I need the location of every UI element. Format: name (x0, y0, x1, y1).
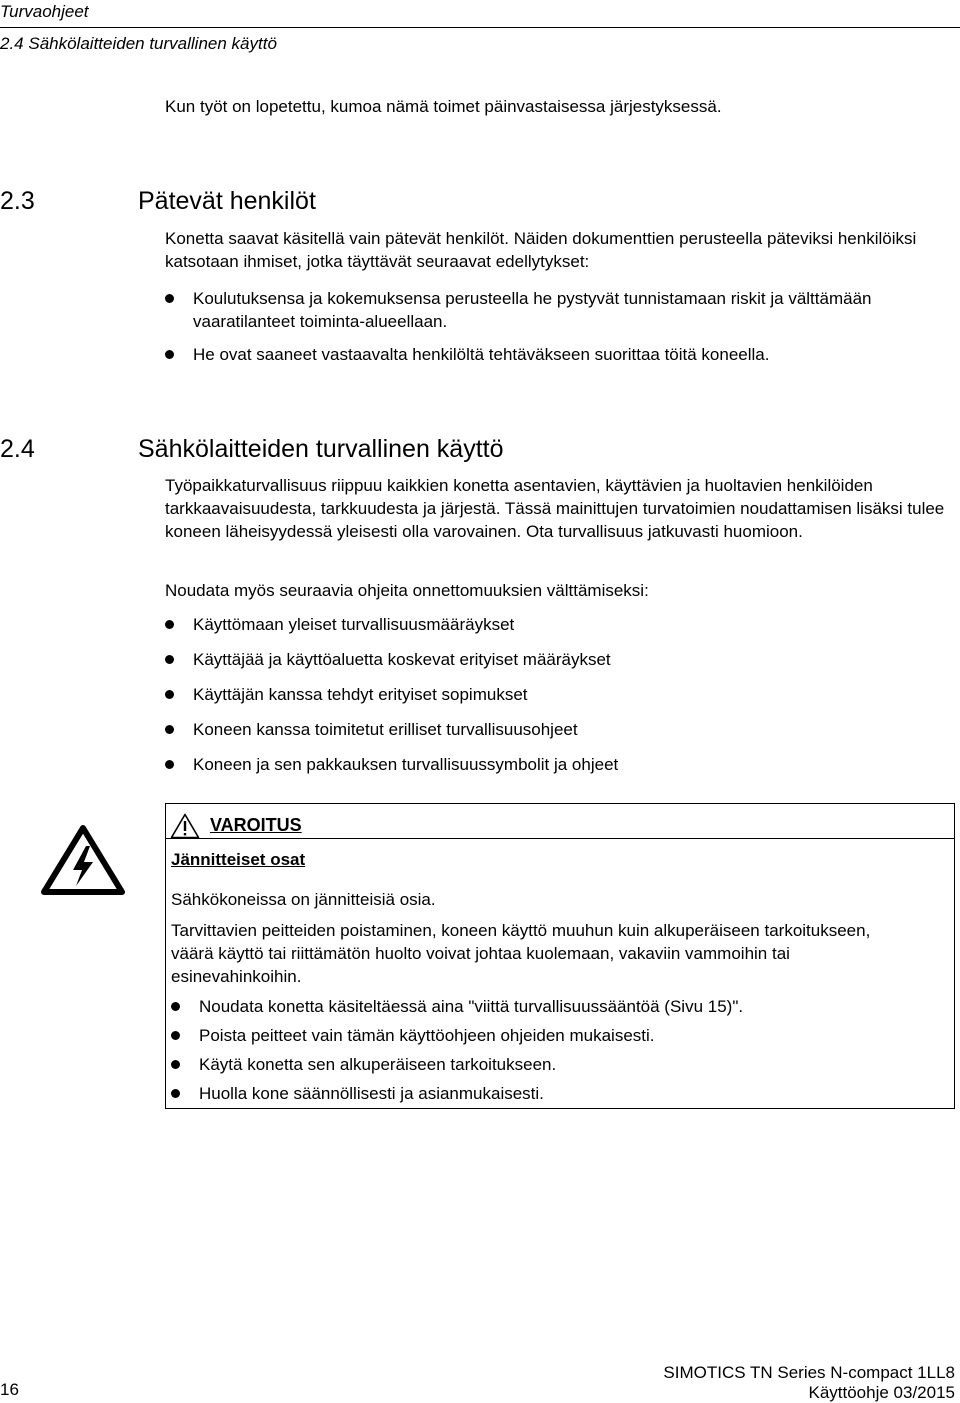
warning-box (165, 803, 955, 1109)
warning-line: Sähkökoneissa on jännitteisiä osia. (171, 890, 436, 909)
section-24-title: Sähkölaitteiden turvallinen käyttö (138, 435, 504, 463)
list-item: Huolla kone säännöllisesti ja asianmukaisesti. (171, 1079, 941, 1108)
section-24-number: 2.4 (0, 435, 35, 463)
page-number: 16 (0, 1380, 19, 1399)
footer-product: SIMOTICS TN Series N-compact 1LL8 (663, 1363, 955, 1382)
high-voltage-warning-icon (40, 824, 126, 896)
list-item: Koneen kanssa toimitetut erilliset turvallisuusohjeet (165, 718, 955, 741)
running-header-title: Turvaohjeet (0, 2, 89, 21)
warning-bullet-list (171, 992, 941, 1108)
section-24-paragraph: Työpaikkaturvallisuus riippuu kaikkien konetta asentavien, käyttävien ja huoltavien henkilöiden tarkkaavaisuudesta, tarkkuudesta ja järjestä. Tässä mainittujen turvatoimien noudattamisen lisäksi tulee koneen läheisyydessä yleisesti olla varovainen. Ota turvallisuus jatkuvasti huomioon. (165, 476, 945, 541)
section-23-bullet-list (165, 287, 955, 366)
list-item: Poista peitteet vain tämän käyttöohjeen ohjeiden mukaisesti. (171, 1021, 941, 1050)
section-23-number: 2.3 (0, 187, 35, 215)
list-item: Koneen ja sen pakkauksen turvallisuussymbolit ja ohjeet (165, 753, 955, 776)
section-24-bullet-list (165, 613, 955, 776)
running-header-subtitle: 2.4 Sähkölaitteiden turvallinen käyttö (0, 34, 277, 53)
list-item: He ovat saaneet vastaavalta henkilöltä tehtäväkseen suorittaa töitä koneella. (165, 343, 955, 366)
section-23-paragraph: Konetta saavat käsitellä vain pätevät henkilöt. Näiden dokumenttien perusteella päteviksi henkilöiksi katsotaan ihmiset, jotka täyttävät seuraavat edellytykset: (165, 229, 917, 271)
section-23-title: Pätevät henkilöt (138, 187, 316, 215)
header-divider (0, 27, 960, 28)
intro-paragraph: Kun työt on lopetettu, kumoa nämä toimet päinvastaisessa järjestyksessä. (165, 97, 722, 116)
list-item: Käytä konetta sen alkuperäiseen tarkoitukseen. (171, 1050, 941, 1079)
list-item: Koulutuksensa ja kokemuksensa perusteella he pystyvät tunnistamaan riskit ja välttämään vaaratilanteet toiminta-alueellaan. (165, 287, 955, 333)
warning-signal-word: VAROITUS (210, 815, 302, 835)
section-24-lead: Noudata myös seuraavia ohjeita onnettomuuksien välttämiseksi: (165, 581, 649, 600)
list-item: Noudata konetta käsiteltäessä aina "viittä turvallisuussääntöä (Sivu 15)". (171, 992, 941, 1021)
warning-paragraph: Tarvittavien peitteiden poistaminen, koneen käyttö muuhun kuin alkuperäiseen tarkoitukseen, väärä käyttö tai riittämätön huolto voivat johtaa kuolemaan, vakaviin vammoihin tai esinevahinkoihin. (171, 921, 871, 986)
list-item: Käyttäjää ja käyttöaluetta koskevat erityiset määräykset (165, 648, 955, 671)
list-item: Käyttömaan yleiset turvallisuusmääräykset (165, 613, 955, 636)
footer-document: Käyttöohje 03/2015 (808, 1383, 955, 1402)
warning-subject: Jännitteiset osat (171, 850, 306, 869)
warning-triangle-icon (170, 813, 200, 839)
warning-header (166, 804, 954, 839)
list-item: Käyttäjän kanssa tehdyt erityiset sopimukset (165, 683, 955, 706)
